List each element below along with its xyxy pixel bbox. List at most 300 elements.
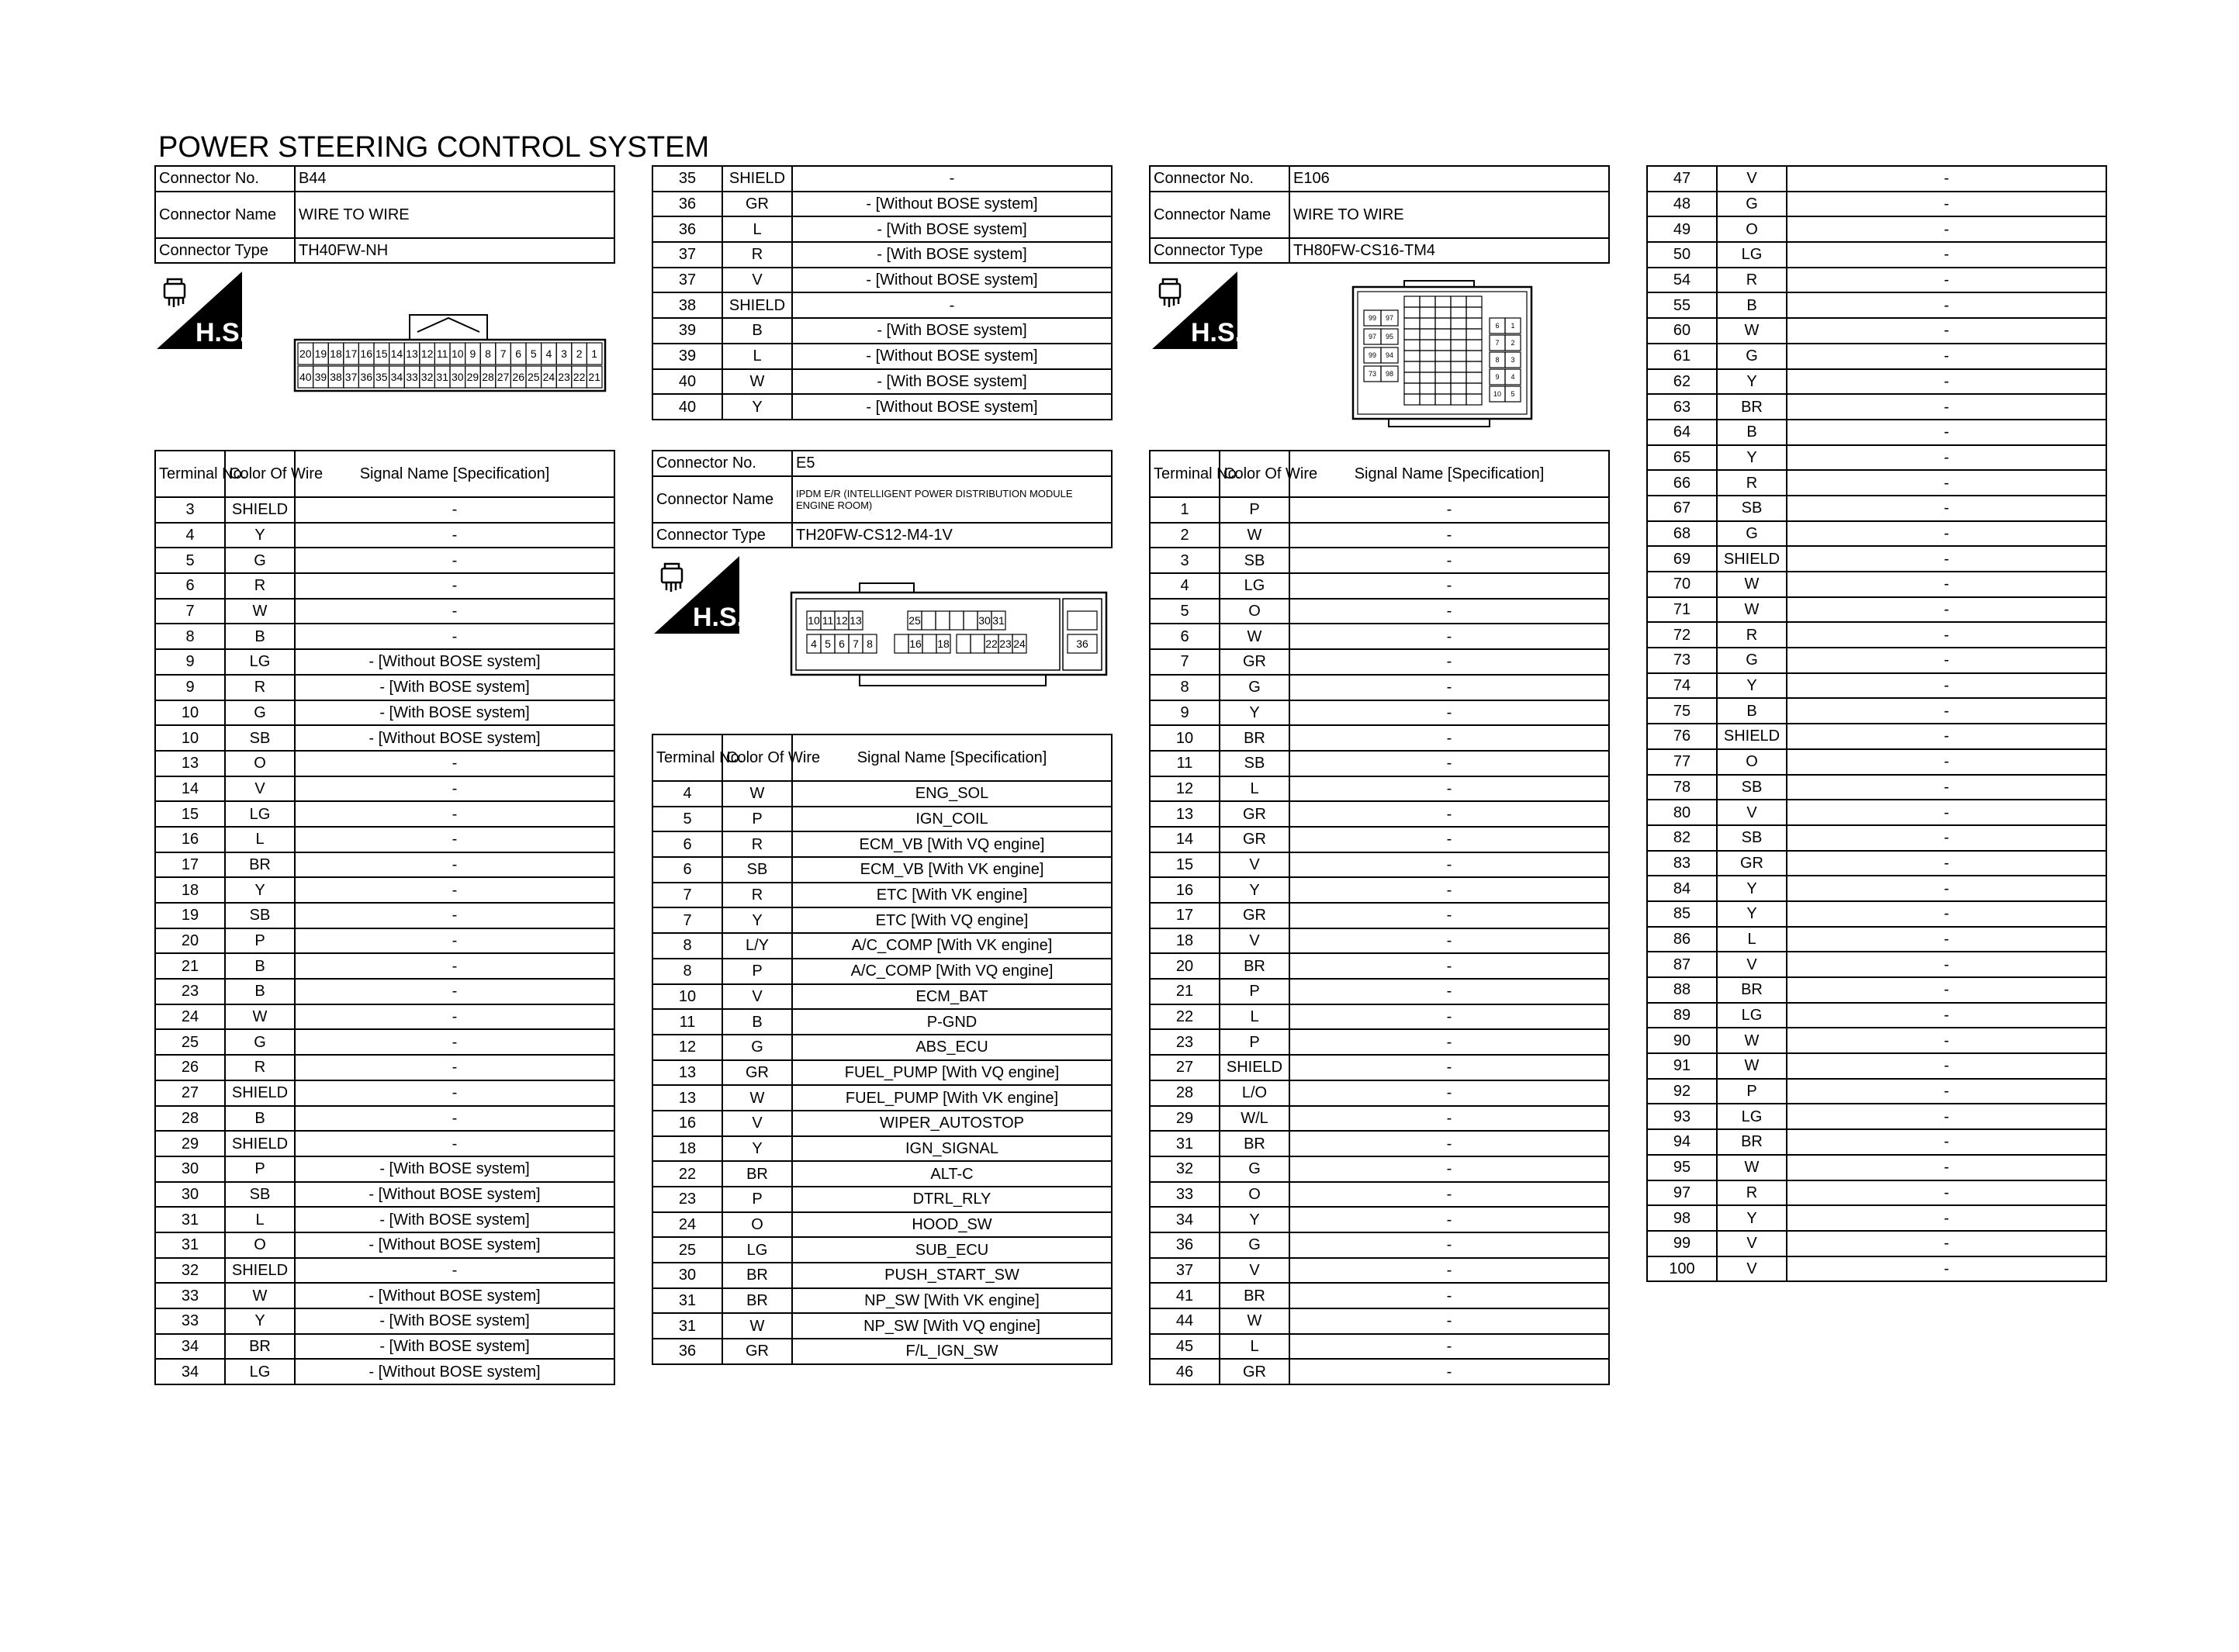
table-row bbox=[652, 1288, 1112, 1314]
terminal-no: 25 bbox=[652, 1237, 722, 1263]
wire-color: P bbox=[225, 1156, 295, 1182]
signal-name: - bbox=[1289, 827, 1609, 852]
table-row bbox=[1647, 546, 2106, 572]
terminal-no: 15 bbox=[1150, 852, 1220, 878]
connector-pin bbox=[1466, 329, 1482, 340]
wire-color: SB bbox=[1220, 548, 1289, 573]
signal-name-header: Signal Name [Specification] bbox=[295, 451, 614, 497]
wire-color: GR bbox=[722, 192, 792, 217]
wire-color: Y bbox=[1717, 369, 1787, 395]
table-row bbox=[652, 1085, 1112, 1111]
wire-color: V bbox=[1717, 1256, 1787, 1282]
wire-color: V bbox=[722, 1111, 792, 1136]
table-row bbox=[1647, 698, 2106, 724]
wire-color: B bbox=[722, 318, 792, 344]
connector-pin bbox=[1451, 394, 1466, 405]
signal-name: - [With BOSE system] bbox=[295, 1207, 614, 1232]
pin-number: 23 bbox=[558, 371, 570, 384]
wire-color: B bbox=[1717, 420, 1787, 445]
signal-name: - bbox=[1289, 953, 1609, 979]
terminal-no: 97 bbox=[1647, 1180, 1717, 1206]
table-row bbox=[1647, 192, 2106, 217]
table-row bbox=[652, 292, 1112, 318]
wire-color: G bbox=[1717, 521, 1787, 547]
connector-name-label: Connector Name bbox=[155, 192, 295, 238]
wire-color: LG bbox=[1717, 1003, 1787, 1028]
table-row bbox=[155, 903, 614, 928]
wire-color: W bbox=[1717, 572, 1787, 597]
table-row bbox=[1150, 1156, 1609, 1182]
table-row bbox=[155, 1029, 614, 1055]
b44-terminal-table bbox=[154, 450, 615, 1385]
table-row bbox=[1150, 979, 1609, 1004]
wire-color: BR bbox=[722, 1263, 792, 1288]
terminal-no: 10 bbox=[155, 725, 225, 751]
table-row bbox=[652, 1212, 1112, 1238]
terminal-no: 16 bbox=[155, 827, 225, 852]
signal-name: - bbox=[1787, 1180, 2106, 1206]
signal-name: - bbox=[1787, 242, 2106, 268]
terminal-no: 75 bbox=[1647, 698, 1717, 724]
terminal-no: 10 bbox=[155, 700, 225, 726]
table-row bbox=[155, 1156, 614, 1182]
page-title: POWER STEERING CONTROL SYSTEM bbox=[158, 131, 710, 164]
signal-name: NP_SW [With VQ engine] bbox=[792, 1313, 1112, 1339]
pin-number: 33 bbox=[406, 371, 418, 384]
wire-color: SB bbox=[1717, 825, 1787, 851]
pin-number: 2 bbox=[1511, 339, 1515, 347]
signal-name: - bbox=[295, 953, 614, 979]
terminal-no: 19 bbox=[155, 903, 225, 928]
signal-name: - [Without BOSE system] bbox=[792, 268, 1112, 293]
table-row bbox=[1150, 953, 1609, 979]
terminal-no: 36 bbox=[1150, 1232, 1220, 1258]
wire-color: G bbox=[1220, 1232, 1289, 1258]
connector-pin bbox=[1404, 394, 1420, 405]
signal-name: - bbox=[295, 1080, 614, 1106]
wire-color: BR bbox=[1220, 1131, 1289, 1156]
signal-name: - [With BOSE system] bbox=[295, 1308, 614, 1334]
pin-number: 99 bbox=[1368, 314, 1377, 323]
pin-number: 38 bbox=[330, 371, 342, 384]
wire-color: R bbox=[722, 242, 792, 268]
signal-name: - bbox=[1787, 344, 2106, 369]
wire-color: W/L bbox=[1220, 1106, 1289, 1132]
terminal-no: 84 bbox=[1647, 876, 1717, 901]
table-row bbox=[155, 497, 614, 523]
table-row bbox=[1150, 700, 1609, 726]
wire-color: W bbox=[722, 781, 792, 807]
e5-connector-type: TH20FW-CS12-M4-1V bbox=[792, 523, 1112, 548]
pin-number: 13 bbox=[850, 614, 862, 627]
terminal-no: 98 bbox=[1647, 1205, 1717, 1231]
terminal-no: 99 bbox=[1647, 1231, 1717, 1256]
terminal-no: 6 bbox=[1150, 624, 1220, 649]
connector-pin bbox=[1420, 372, 1435, 383]
table-row bbox=[1150, 523, 1609, 548]
terminal-no: 85 bbox=[1647, 901, 1717, 927]
table-row bbox=[1647, 572, 2106, 597]
wire-color: W bbox=[1220, 523, 1289, 548]
signal-name: - bbox=[1289, 675, 1609, 700]
connector-pin bbox=[1435, 318, 1451, 329]
table-row bbox=[155, 649, 614, 675]
terminal-no: 28 bbox=[155, 1106, 225, 1132]
table-row bbox=[1150, 573, 1609, 599]
signal-name: - bbox=[1289, 1207, 1609, 1232]
pin-number: 8 bbox=[867, 638, 873, 651]
table-row bbox=[155, 751, 614, 776]
terminal-no: 14 bbox=[1150, 827, 1220, 852]
terminal-no: 88 bbox=[1647, 977, 1717, 1003]
wire-color: V bbox=[1220, 1258, 1289, 1284]
pin-number: 12 bbox=[420, 347, 434, 361]
signal-name: - bbox=[1787, 546, 2106, 572]
signal-name: - bbox=[1289, 1004, 1609, 1030]
table-row bbox=[1647, 242, 2106, 268]
pin-number: 7 bbox=[853, 638, 859, 651]
wire-color: SHIELD bbox=[722, 292, 792, 318]
table-row bbox=[155, 1283, 614, 1308]
wire-color: Y bbox=[722, 394, 792, 420]
signal-name: - bbox=[1289, 649, 1609, 675]
pin-number: 34 bbox=[390, 371, 403, 384]
signal-name: - [With BOSE system] bbox=[792, 216, 1112, 242]
table-row bbox=[652, 1009, 1112, 1035]
signal-name: - bbox=[1289, 852, 1609, 878]
wire-color: W bbox=[225, 599, 295, 624]
e106-connector-name: WIRE TO WIRE bbox=[1289, 192, 1609, 238]
terminal-no: 16 bbox=[652, 1111, 722, 1136]
pin-number: 7 bbox=[500, 347, 507, 361]
wire-color: W bbox=[225, 1004, 295, 1030]
wire-color: SHIELD bbox=[1717, 724, 1787, 749]
table-row bbox=[1647, 292, 2106, 318]
connector-pin bbox=[1466, 372, 1482, 383]
signal-name: - bbox=[1787, 420, 2106, 445]
connector-pin bbox=[1420, 307, 1435, 318]
wire-color: SB bbox=[225, 1182, 295, 1208]
table-row bbox=[652, 1136, 1112, 1162]
table-row bbox=[1647, 268, 2106, 293]
wire-color: B bbox=[225, 979, 295, 1004]
table-row bbox=[1150, 1080, 1609, 1106]
table-row bbox=[1150, 1283, 1609, 1308]
e106-connector-no: E106 bbox=[1289, 166, 1609, 192]
terminal-no: 30 bbox=[652, 1263, 722, 1288]
table-row bbox=[155, 827, 614, 852]
wire-color: W bbox=[722, 1313, 792, 1339]
table-row bbox=[155, 877, 614, 903]
terminal-no: 41 bbox=[1150, 1283, 1220, 1308]
terminal-no: 40 bbox=[652, 369, 722, 395]
pin-number: 16 bbox=[909, 638, 922, 651]
wire-color: Y bbox=[225, 1308, 295, 1334]
connector-pin bbox=[922, 634, 936, 653]
table-row bbox=[155, 928, 614, 954]
signal-name: - bbox=[1289, 548, 1609, 573]
table-row bbox=[652, 781, 1112, 807]
table-row bbox=[652, 831, 1112, 857]
table-row bbox=[652, 1187, 1112, 1212]
terminal-no: 94 bbox=[1647, 1129, 1717, 1155]
pin-number: 36 bbox=[360, 371, 372, 384]
terminal-no: 7 bbox=[155, 599, 225, 624]
pin-number: 30 bbox=[452, 371, 464, 384]
table-row bbox=[1647, 952, 2106, 977]
connector-pin bbox=[1420, 351, 1435, 361]
signal-name: - [Without BOSE system] bbox=[295, 1283, 614, 1308]
wire-color: L bbox=[1220, 1334, 1289, 1360]
wire-color: SHIELD bbox=[1220, 1055, 1289, 1080]
table-row bbox=[652, 1111, 1112, 1136]
signal-name: - bbox=[295, 1029, 614, 1055]
terminal-no: 65 bbox=[1647, 445, 1717, 471]
pin-number: 3 bbox=[1511, 356, 1515, 365]
signal-name: - bbox=[1787, 521, 2106, 547]
terminal-no: 39 bbox=[652, 318, 722, 344]
signal-name: - bbox=[1289, 979, 1609, 1004]
table-row bbox=[1150, 548, 1609, 573]
wire-color: Y bbox=[1220, 877, 1289, 903]
terminal-no: 13 bbox=[652, 1085, 722, 1111]
terminal-no: 8 bbox=[155, 624, 225, 649]
hs-harness-side-icon bbox=[1152, 271, 1243, 349]
signal-name: - bbox=[295, 624, 614, 649]
wire-color: L bbox=[722, 344, 792, 369]
pin-number: 99 bbox=[1368, 351, 1377, 360]
wire-color: R bbox=[722, 831, 792, 857]
wire-color: O bbox=[225, 1232, 295, 1258]
wire-color: W bbox=[1717, 1028, 1787, 1053]
signal-name: - bbox=[295, 599, 614, 624]
signal-name-header: Signal Name [Specification] bbox=[792, 734, 1112, 781]
wire-color: P bbox=[722, 1187, 792, 1212]
wire-color: L bbox=[225, 827, 295, 852]
wire-color: O bbox=[225, 751, 295, 776]
table-row bbox=[1150, 751, 1609, 776]
connector-pin bbox=[1435, 372, 1451, 383]
signal-name: - bbox=[1787, 724, 2106, 749]
pin-number: 5 bbox=[1511, 390, 1515, 399]
terminal-no: 60 bbox=[1647, 318, 1717, 344]
wire-color: G bbox=[1220, 1156, 1289, 1182]
connector-pin bbox=[1451, 296, 1466, 307]
signal-name: - bbox=[1787, 292, 2106, 318]
signal-name: - bbox=[792, 292, 1112, 318]
wire-color: B bbox=[225, 953, 295, 979]
wire-color: GR bbox=[1220, 903, 1289, 928]
terminal-no: 63 bbox=[1647, 394, 1717, 420]
wire-color: P bbox=[722, 959, 792, 984]
signal-name: - bbox=[1289, 700, 1609, 726]
wire-color: BR bbox=[225, 852, 295, 878]
wire-color: R bbox=[1717, 1180, 1787, 1206]
terminal-no: 68 bbox=[1647, 521, 1717, 547]
terminal-no: 69 bbox=[1647, 546, 1717, 572]
wire-color: B bbox=[1717, 698, 1787, 724]
table-row bbox=[1647, 470, 2106, 496]
color-of-wire-header: Color Of Wire bbox=[1220, 451, 1289, 497]
table-row bbox=[652, 369, 1112, 395]
table-row bbox=[1647, 1053, 2106, 1079]
signal-name: - bbox=[1787, 369, 2106, 395]
wire-color: V bbox=[1717, 166, 1787, 192]
terminal-no: 27 bbox=[1150, 1055, 1220, 1080]
wire-color: L/Y bbox=[722, 933, 792, 959]
terminal-no: 29 bbox=[1150, 1106, 1220, 1132]
pin-number: 40 bbox=[299, 371, 312, 384]
pin-number: 17 bbox=[344, 347, 358, 361]
terminal-no: 23 bbox=[155, 979, 225, 1004]
table-row bbox=[1647, 1028, 2106, 1053]
table-row bbox=[155, 1359, 614, 1384]
pin-number: 97 bbox=[1385, 314, 1394, 323]
connector-pin bbox=[1404, 296, 1420, 307]
terminal-no: 16 bbox=[1150, 877, 1220, 903]
table-row bbox=[1647, 1256, 2106, 1282]
connector-pin bbox=[1435, 383, 1451, 394]
wire-color: LG bbox=[1717, 242, 1787, 268]
b44-connector-type: TH40FW-NH bbox=[295, 238, 614, 264]
connector-pin bbox=[895, 634, 908, 653]
wire-color: L bbox=[1220, 1004, 1289, 1030]
pin-number: 10 bbox=[1493, 390, 1502, 399]
wire-color: W bbox=[225, 1283, 295, 1308]
wire-color: BR bbox=[1220, 725, 1289, 751]
wire-color: R bbox=[1717, 470, 1787, 496]
table-row bbox=[1647, 977, 2106, 1003]
signal-name: - bbox=[1289, 1106, 1609, 1132]
signal-name: A/C_COMP [With VK engine] bbox=[792, 933, 1112, 959]
terminal-no: 13 bbox=[155, 751, 225, 776]
pin-number: 1 bbox=[1511, 322, 1515, 330]
signal-name: - bbox=[1787, 749, 2106, 775]
connector-pin bbox=[1451, 383, 1466, 394]
signal-name: - bbox=[295, 827, 614, 852]
signal-name: - [With BOSE system] bbox=[792, 369, 1112, 395]
signal-name: - bbox=[1289, 725, 1609, 751]
pin-number: 30 bbox=[978, 614, 991, 627]
wire-color: Y bbox=[1220, 700, 1289, 726]
terminal-no: 49 bbox=[1647, 216, 1717, 242]
terminal-no: 22 bbox=[652, 1161, 722, 1187]
wire-color: W bbox=[1717, 597, 1787, 623]
terminal-no: 89 bbox=[1647, 1003, 1717, 1028]
pin-number: 39 bbox=[314, 371, 327, 384]
table-row bbox=[1647, 1129, 2106, 1155]
signal-name: P-GND bbox=[792, 1009, 1112, 1035]
b44-connector-no: B44 bbox=[295, 166, 614, 192]
signal-name: - bbox=[1289, 1156, 1609, 1182]
terminal-no: 54 bbox=[1647, 268, 1717, 293]
terminal-no: 48 bbox=[1647, 192, 1717, 217]
table-row bbox=[1647, 901, 2106, 927]
signal-name: - bbox=[1787, 166, 2106, 192]
wire-color: V bbox=[225, 776, 295, 802]
signal-name: - [Without BOSE system] bbox=[792, 344, 1112, 369]
table-row bbox=[155, 1232, 614, 1258]
connector-pin bbox=[1420, 340, 1435, 351]
terminal-no: 25 bbox=[155, 1029, 225, 1055]
signal-name: - bbox=[1787, 470, 2106, 496]
wire-color: O bbox=[722, 1212, 792, 1238]
signal-name: - bbox=[1787, 1053, 2106, 1079]
signal-name: - bbox=[1289, 1055, 1609, 1080]
terminal-no: 6 bbox=[155, 573, 225, 599]
terminal-no: 21 bbox=[1150, 979, 1220, 1004]
wire-color: B bbox=[1717, 292, 1787, 318]
terminal-no: 34 bbox=[155, 1359, 225, 1384]
signal-name: IGN_COIL bbox=[792, 807, 1112, 832]
wire-color: Y bbox=[722, 907, 792, 933]
terminal-no: 37 bbox=[652, 268, 722, 293]
signal-name: - bbox=[792, 166, 1112, 192]
e5-connector-name: IPDM E/R (INTELLIGENT POWER DISTRIBUTION MODULE ENGINE ROOM) bbox=[792, 476, 1112, 523]
connector-pin bbox=[1466, 383, 1482, 394]
terminal-no: 30 bbox=[155, 1182, 225, 1208]
table-row bbox=[1150, 1055, 1609, 1080]
e106-connector-info bbox=[1149, 165, 1610, 264]
e5-connector-face bbox=[790, 580, 1109, 690]
table-row bbox=[1150, 497, 1609, 523]
wire-color: BR bbox=[1717, 1129, 1787, 1155]
wire-color: GR bbox=[1220, 649, 1289, 675]
terminal-no: 18 bbox=[652, 1136, 722, 1162]
pin-number: 2 bbox=[576, 347, 583, 361]
pin-number: 95 bbox=[1385, 333, 1394, 341]
wire-color: V bbox=[1220, 928, 1289, 954]
table-row bbox=[1647, 1155, 2106, 1180]
signal-name: - bbox=[1289, 1258, 1609, 1284]
terminal-no: 31 bbox=[652, 1288, 722, 1314]
wire-color: G bbox=[225, 1029, 295, 1055]
terminal-no: 62 bbox=[1647, 369, 1717, 395]
signal-name: - bbox=[1289, 1182, 1609, 1208]
signal-name: - [With BOSE system] bbox=[792, 318, 1112, 344]
terminal-no: 61 bbox=[1647, 344, 1717, 369]
table-row bbox=[1647, 420, 2106, 445]
wire-color: SHIELD bbox=[225, 1131, 295, 1156]
table-row bbox=[155, 548, 614, 573]
signal-name: - bbox=[295, 877, 614, 903]
terminal-no: 83 bbox=[1647, 851, 1717, 876]
terminal-no: 35 bbox=[652, 166, 722, 192]
wire-color: Y bbox=[1220, 1207, 1289, 1232]
table-row bbox=[1647, 1104, 2106, 1129]
table-row bbox=[1150, 1004, 1609, 1030]
terminal-no: 6 bbox=[652, 831, 722, 857]
wire-color: W bbox=[722, 369, 792, 395]
pin-number: 32 bbox=[420, 371, 434, 384]
signal-name: - [Without BOSE system] bbox=[295, 1359, 614, 1384]
signal-name: - bbox=[1787, 648, 2106, 673]
signal-name: - bbox=[1787, 1256, 2106, 1282]
signal-name: - bbox=[1787, 622, 2106, 648]
wire-color: P bbox=[225, 928, 295, 954]
pin-number: 18 bbox=[937, 638, 950, 651]
signal-name: - bbox=[1289, 751, 1609, 776]
wire-color: B bbox=[225, 1106, 295, 1132]
table-row bbox=[652, 807, 1112, 832]
connector-pin bbox=[1420, 383, 1435, 394]
connector-type-label: Connector Type bbox=[155, 238, 295, 264]
terminal-no: 32 bbox=[1150, 1156, 1220, 1182]
table-row bbox=[155, 573, 614, 599]
terminal-no: 47 bbox=[1647, 166, 1717, 192]
terminal-no: 7 bbox=[1150, 649, 1220, 675]
wire-color: Y bbox=[722, 1136, 792, 1162]
